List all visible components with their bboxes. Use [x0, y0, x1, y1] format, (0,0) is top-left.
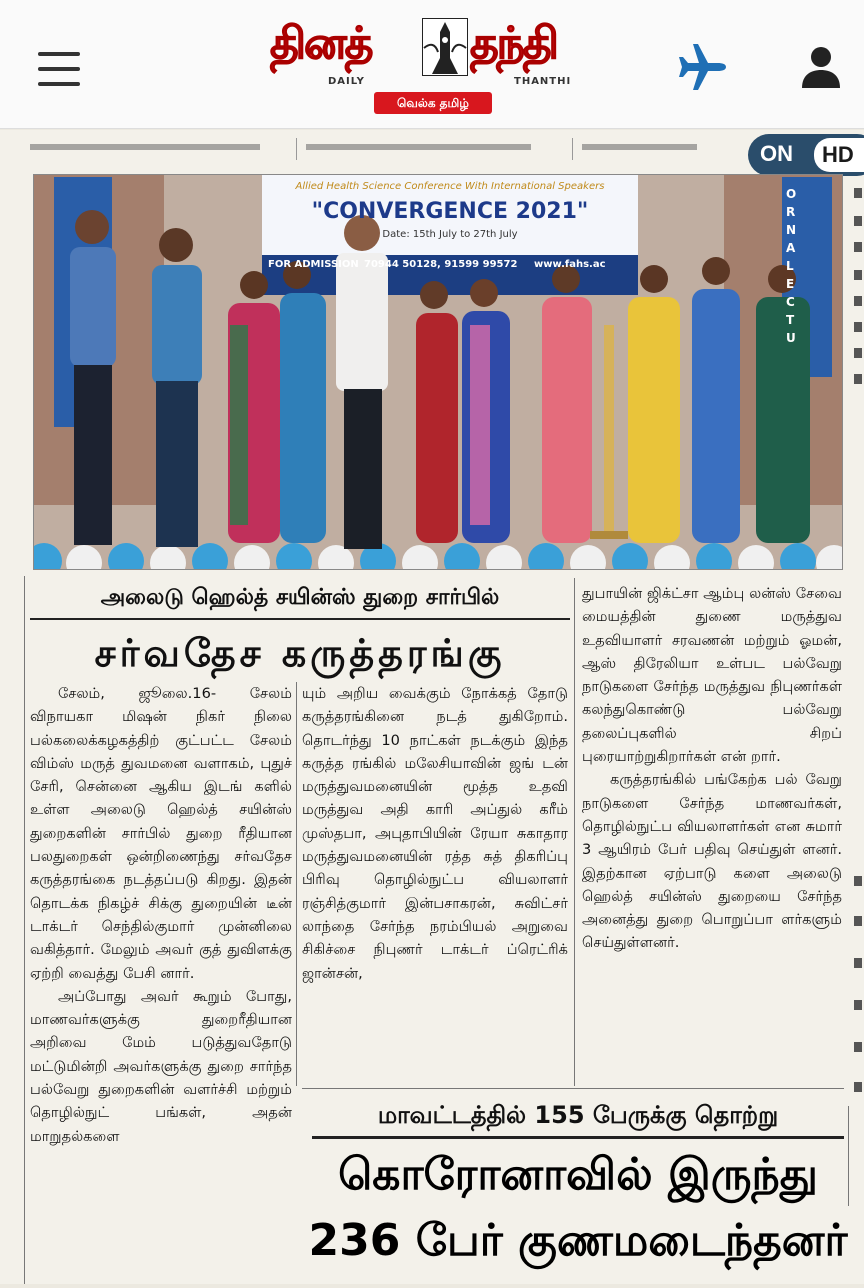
app-header — [0, 0, 864, 129]
photo-web-text: www.fahs.ac — [534, 259, 606, 270]
cropped-adjacent-column — [848, 176, 864, 1284]
toggle-on-label: ON — [760, 141, 793, 166]
article-kicker: அலைடு ஹெல்த் சயின்ஸ் துறை சார்பில் — [100, 585, 500, 610]
photo-side-banner-text: ORNA LECTU — [786, 187, 797, 345]
hd-toggle[interactable] — [748, 134, 864, 176]
article-paragraph: கருத்தரங்கில் பங்கேற்க பல் வேறு நாடுகளை சேர்ந்த மாணவர்கள், தொழில்நுட்ப வியலாளர்கள் என சுமார் 3 ஆயிரம் பேர் பதிவு செய்துள் ளனர். இதற்கான ஏற்பாடு களை அலைடு ஹெல்த் சயின்ஸ் துறையை சேர்ந்த அனைத்து துறை பொறுப்பா ளர்களும் செய்துள்ளனர். — [582, 771, 842, 952]
article-headline[interactable]: சர்வதேச கருத்தரங்கு — [94, 631, 506, 675]
photo-banner-text: Allied Health Science Conference With International Speakers — [295, 181, 605, 192]
cut-off-text-strip — [0, 130, 864, 164]
article-photo[interactable] — [33, 174, 843, 570]
cropped-text-fragment — [848, 176, 864, 1284]
cropped-text-fragment — [306, 140, 536, 154]
cropped-text-fragment — [582, 140, 702, 154]
cropped-text-fragment — [30, 140, 270, 154]
article-column-1 — [30, 682, 292, 1148]
airplane-icon[interactable] — [676, 40, 730, 94]
article-column-3 — [582, 582, 842, 955]
photo-event-title: "CONVERGENCE 2021" — [311, 199, 589, 224]
photo-event-dates: Date: 15th July to 27th July — [382, 229, 518, 240]
logo-text-right: தந்தி — [470, 18, 557, 69]
section-divider — [302, 1088, 844, 1089]
article-paragraph: யும் அறிய வைக்கும் நோக்கத் தோடு கருத்தரங்கினை நடத் துகிறோம். தொடர்ந்து 10 நாட்கள் நடக்கும் இந்த கருத்த ரங்கில் மலேசியாவின் ஜங் டன் மருத்துவமனையின் மூத்த உதவி மருத்துவ அதி காரி அப்துல் கரீம் முஸ்தபா, அபுதாபியின் ரேயா சுகாதார மருத்துவமனையின் ரத்த சுத் திகரிப்பு பிரிவு தொழில்நுட்ப வியலாளர் ரஞ்சித்குமார் இன்பசாகரன், சுவிட்சர் லாந்தை சேர்ந்த நரம்பியல் அறுவை சிகிச்சை நிபுணர் டாக்டர் ப்ரெட்ரிக் ஜான்சன், — [302, 685, 568, 982]
news2-kicker: மாவட்டத்தில் 155 பேருக்கு தொற்று — [312, 1094, 844, 1139]
article-paragraph: துபாயின் ஜிக்ட்சா ஆம்பு லன்ஸ் சேவை மையத்தின் துணை மருத்துவ உதவியாளர் சரவணன் மற்றும் ஓமன், ஆஸ் திரேலியா உள்பட பல்வேறு நாடுகளை சேர்ந்த மருத்துவ நிபுணர்கள் கலந்துகொண்டு பல்வேறு தலைப்புகளில் சிறப் புரையாற்றுகிறார்கள் என் றார். — [582, 585, 842, 766]
logo-text-left: தினத் — [270, 18, 372, 69]
article-paragraph: சேலம், ஜூலை.16- சேலம் விநாயகா மிஷன் நிகர் நிலை பல்கலைக்கழகத்திற் குட்பட்ட சேலம் விம்ஸ் மருத் துவமனை வளாகம், புதுச் சேரி, சென்னை ஆகிய இடங் களில் உள்ள அலைடு ஹெல்த் சயின்ஸ் துறைகளின் சார்பில் துறை ரீதியான பலதுறைகள் ஒன்றிணைந்து சர்வதேச கருத்தரங்கை நடத்தப்படு கிறது. இதன் தொடக்க நிகழ்ச் சிக்கு துறையின் டீன் டாக்டர் செந்தில்குமார் முன்னிலை வகித்தார். மேலும் அவர் குத் துவிளக்கு ஏற்றி வைத்து பேசி னார். — [30, 685, 292, 982]
kicker-divider — [30, 618, 570, 620]
news2-headline-line1: கொரோனாவில் இருந்து — [338, 1149, 818, 1200]
clock-tower-icon — [422, 18, 468, 76]
hamburger-menu-icon[interactable] — [38, 52, 80, 86]
logo-sub-daily: DAILY — [328, 76, 365, 87]
column-divider — [296, 682, 297, 1086]
news2-headline[interactable] — [300, 1142, 856, 1284]
photo-phone-text: 70944 50128, 91599 99572 — [364, 259, 518, 270]
page-border-left — [24, 576, 25, 1284]
toggle-hd-label: HD — [814, 138, 864, 172]
photo-admission-text: FOR ADMISSION — [268, 259, 359, 270]
daily-thanthi-logo[interactable] — [270, 14, 620, 118]
logo-sub-thanthi: THANTHI — [514, 76, 572, 87]
article-column-2 — [302, 682, 568, 985]
news2-headline-line2: 236 பேர் குணமடைந்தனர் — [308, 1215, 848, 1266]
user-profile-icon[interactable] — [798, 44, 844, 90]
logo-tagline-badge: வெல்க தமிழ் — [374, 92, 492, 114]
article-paragraph: அப்போது அவர் கூறும் போது, மாணவர்களுக்கு துறைரீதியான அறிவை மேம் படுத்துவதோடு மட்டுமின்றி அவர்களுக்கு துறை சார்ந்த பல்வேறு துறைகளின் வளர்ச்சி மற்றும் தொழில்நுட் பங்கள், அதன் மாறுதல்களை — [30, 987, 292, 1145]
column-divider — [574, 578, 575, 1086]
